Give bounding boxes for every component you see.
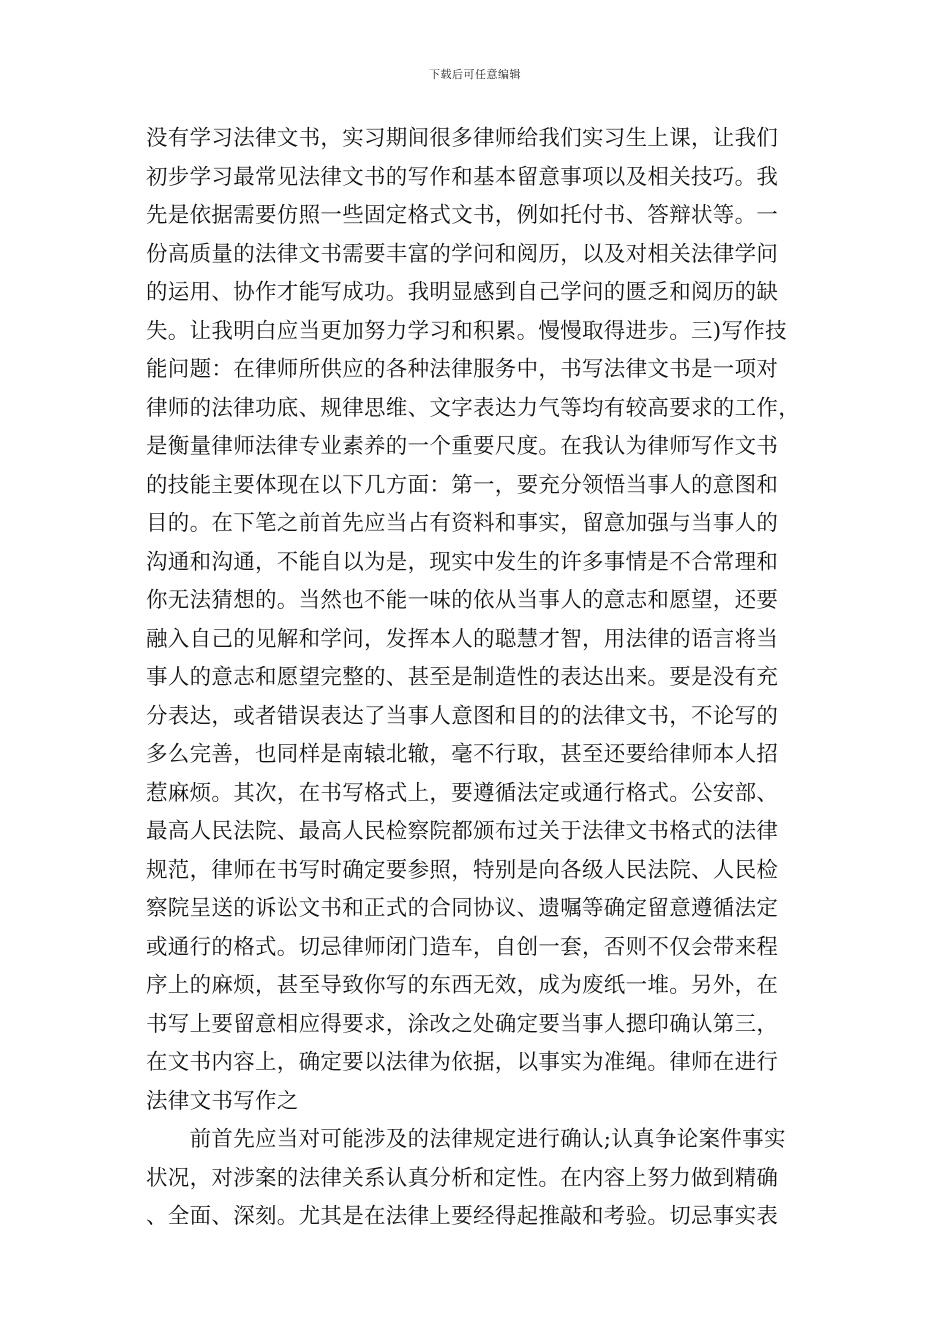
text-line: 分表达，或者错误表达了当事人意图和目的的法律文书，不论写的 (146, 703, 779, 729)
text-line: 惹麻烦。其次，在书写格式上，要遵循法定或通行格式。公安部、 (146, 780, 779, 806)
text-line: 的技能主要体现在以下几方面：第一，要充分领悟当事人的意图和 (146, 472, 779, 498)
paragraph-2 (146, 1121, 806, 1237)
text-line: 你无法猜想的。当然也不能一味的依从当事人的意志和愿望，还要 (146, 588, 779, 613)
text-line: 察院呈送的诉讼文书和正式的合同协议、遗嘱等确定留意遵循法定 (146, 896, 779, 921)
text-line: 书写上要留意相应得要求，涂改之处确定要当事人摁印确认第三， (146, 1011, 779, 1037)
text-line: 的运用、协作才能写成功。我明显感到自己学问的匮乏和阅历的缺 (146, 280, 779, 305)
text-line: 能问题：在律师所供应的各种法律服务中，书写法律文书是一项对 (146, 357, 779, 382)
text-line: 规范，律师在书写时确定要参照，特别是向各级人民法院、人民检 (146, 857, 779, 883)
text-line: 没有学习法律文书，实习期间很多律师给我们实习生上课，让我们 (146, 126, 779, 151)
text-line: 在文书内容上，确定要以法律为依据，以事实为准绳。律师在进行 (146, 1050, 779, 1075)
paragraph-1 (146, 120, 806, 1121)
text-line: 律师的法律功底、规律思维、文字表达力气等均有较高要求的工作， (146, 395, 801, 421)
text-line: 法律文书写作之 (146, 1088, 299, 1114)
text-line: 份高质量的法律文书需要丰富的学问和阅历，以及对相关法律学问 (146, 241, 779, 267)
text-line: 是衡量律师法律专业素养的一个重要尺度。在我认为律师写作文书 (146, 434, 779, 459)
text-line: 先是依据需要仿照一些固定格式文书，例如托付书、答辩状等。一 (146, 203, 779, 228)
text-line: 融入自己的见解和学问，发挥本人的聪慧才智，用法律的语言将当 (146, 626, 779, 652)
text-line: 最高人民法院、最高人民检察院都颁布过关于法律文书格式的法律 (146, 819, 779, 844)
text-line: 多么完善，也同样是南辕北辙，毫不行取，甚至还要给律师本人招 (146, 742, 779, 767)
text-line: 、全面、深刻。尤其是在法律上要经得起推敲和考验。切忌事实表 (146, 1204, 779, 1229)
page-header: 下载后可任意编辑 (429, 68, 521, 81)
text-line: 或通行的格式。切忌律师闭门造车，自创一套，否则不仅会带来程 (146, 934, 779, 960)
text-line: 目的。在下笔之前首先应当占有资料和事实，留意加强与当事人的 (146, 511, 779, 536)
text-line: 沟通和沟通，不能自以为是，现实中发生的许多事情是不合常理和 (146, 549, 779, 575)
text-line: 前首先应当对可能涉及的法律规定进行确认;认真争论案件事实 (146, 1127, 786, 1152)
text-line: 初步学习最常见法律文书的写作和基本留意事项以及相关技巧。我 (146, 164, 779, 190)
text-line: 失。让我明白应当更加努力学习和积累。慢慢取得进步。三)写作技 (146, 318, 787, 344)
text-line: 事人的意志和愿望完整的、甚至是制造性的表达出来。要是没有充 (146, 665, 779, 690)
text-line: 序上的麻烦，甚至导致你写的东西无效，成为废纸一堆。另外，在 (146, 973, 779, 998)
document-body (146, 120, 806, 1237)
text-line: 状况，对涉案的法律关系认真分析和定性。在内容上努力做到精确 (146, 1165, 779, 1191)
